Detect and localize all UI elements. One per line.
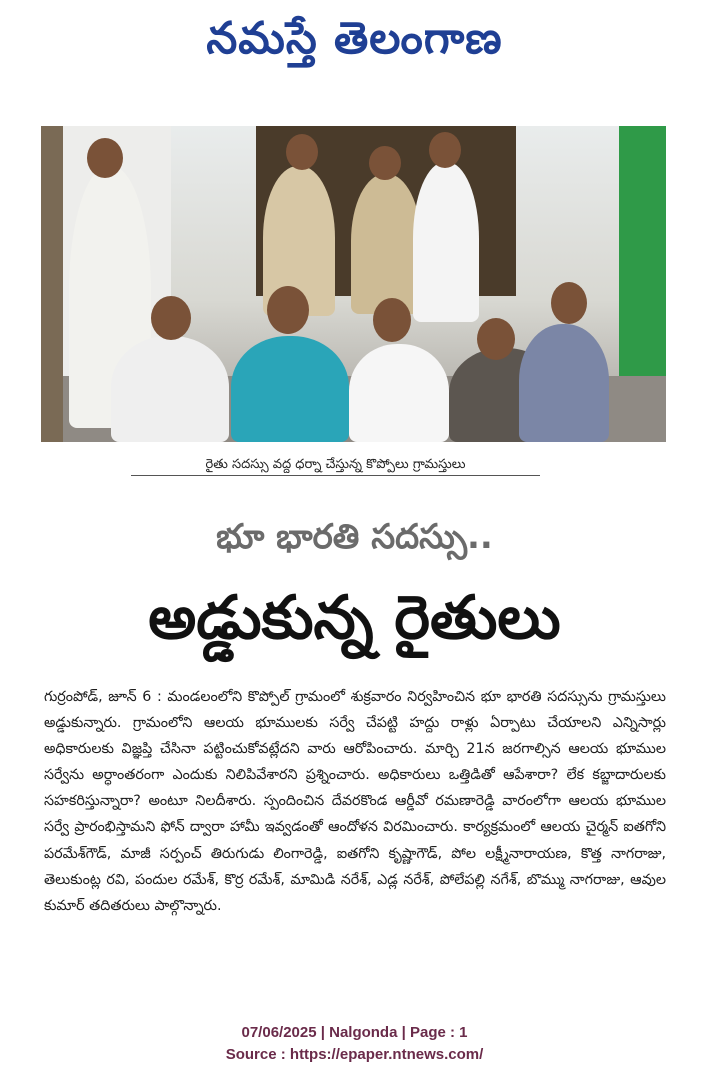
photo-figure-head [151, 296, 191, 340]
photo-figure [349, 344, 449, 442]
newspaper-masthead: నమస్తే తెలంగాణ [206, 13, 503, 64]
photo-figure [351, 174, 421, 314]
photo-figure-head [373, 298, 411, 342]
photo-figure-head [551, 282, 587, 324]
photo-figure-head [286, 134, 318, 170]
photo-figure-head [477, 318, 515, 360]
page-footer [0, 1022, 709, 1066]
footer-dateline: 07/06/2025 | Nalgonda | Page : 1 [241, 1024, 468, 1041]
news-photo [41, 126, 666, 442]
photo-figure-head [429, 132, 461, 168]
photo-figure-head [267, 286, 309, 334]
article-body: గుర్రంపోడ్, జూన్ 6 : మండలంలోని కొప్పోల్ గ్రామంలో శుక్రవారం నిర్వహించిన భూ భారతి సదస్సును గ్రామస్తులు అడ్డుకున్నారు. గ్రామంలోని ఆలయ భూములకు సర్వే చేపట్టి హద్దు రాళ్లు ఏర్పాటు చేయాలని ఎన్నిసార్లు అధికారులకు విజ్ఞప్తి చేసినా పట్టించుకోవట్లేదని వారు ఆరోపించారు. మార్చి 21న జరగాల్సిన ఆలయ భూముల సర్వేను అర్ధాంతరంగా ఎందుకు నిలిపివేశారని ప్రశ్నించారు. అధికారులు ఒత్తిడితో ఆపేశారా? లేక కబ్జాదారులకు సహకరిస్తున్నారా? అంటూ నిలదీశారు. స్పందించిన దేవరకొండ ఆర్డీవో రమణారెడ్డి వారంలోగా ఆలయ భూముల సర్వే ప్రారంభిస్తామని ఫోన్ ద్వారా హామీ ఇవ్వడంతో ఆందోళన విరమించారు. కార్యక్రమంలో ఆలయ చైర్మన్ ఐతగోని పరమేశ్‌గౌడ్, మాజీ సర్పంచ్ తిరుగుడు లింగారెడ్డి, ఐతగోని కృష్ణాగౌడ్, పోల లక్ష్మీనారాయణ, కొత్త నాగరాజు, తెలుకుంట్ల రవి, పందుల రమేశ్, కొర్ర రమేశ్, మామిడి నరేశ్, ఎడ్ల నరేశ్, పోలేపల్లి నగేశ్, బొమ్ము నాగరాజు, ఆవుల కుమార్ తదితరులు పాల్గొన్నారు. [44, 689, 666, 914]
photo-figure-head [369, 146, 401, 180]
photo-caption: రైతు సదస్సు వద్ద ధర్నా చేస్తున్న కొప్పోలు గ్రామస్తులు [131, 455, 540, 476]
footer-source: Source : https://epaper.ntnews.com/ [225, 1046, 484, 1063]
article-headline: అడ్డుకున్న రైతులు [148, 583, 561, 653]
photo-figure [519, 324, 609, 442]
photo-figure-head [87, 138, 123, 178]
article-kicker: భూ భారతి సదస్సు.. [216, 517, 493, 557]
photo-pillar [41, 126, 63, 442]
photo-figure [231, 336, 349, 442]
photo-figure [111, 336, 229, 442]
photo-figure [413, 162, 479, 322]
